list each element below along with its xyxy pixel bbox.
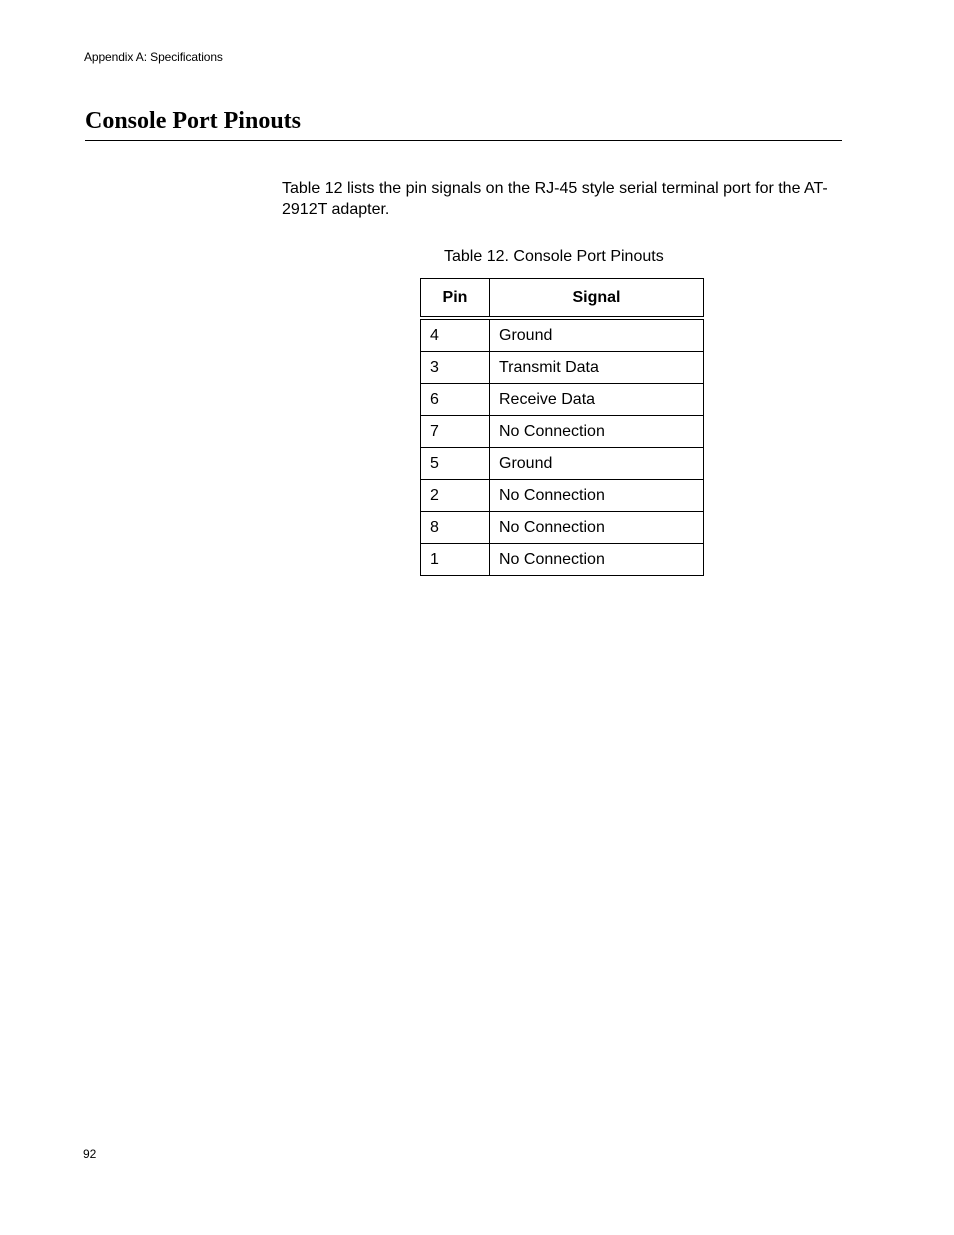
running-header: Appendix A: Specifications: [84, 50, 223, 64]
section-title: Console Port Pinouts: [85, 108, 301, 134]
signal-cell: Receive Data: [490, 384, 704, 416]
signal-cell: Transmit Data: [490, 352, 704, 384]
pin-cell: 4: [421, 318, 490, 352]
pin-cell: 1: [421, 544, 490, 576]
pin-cell: 7: [421, 416, 490, 448]
table-row: [421, 448, 704, 480]
pin-cell: 2: [421, 480, 490, 512]
table-row: [421, 352, 704, 384]
table-row: [421, 384, 704, 416]
table-row: [421, 416, 704, 448]
column-header-pin: Pin: [421, 279, 490, 319]
table-caption: Table 12. Console Port Pinouts: [444, 248, 664, 265]
pin-cell: 8: [421, 512, 490, 544]
table-row: [421, 544, 704, 576]
signal-cell: No Connection: [490, 544, 704, 576]
table-row: [421, 318, 704, 352]
intro-paragraph: Table 12 lists the pin signals on the RJ-45 style serial terminal port for the AT-2912T adapter.: [282, 180, 828, 218]
table-header-row: [421, 279, 704, 319]
title-divider: [85, 140, 842, 141]
table-row: [421, 480, 704, 512]
signal-cell: No Connection: [490, 416, 704, 448]
signal-cell: Ground: [490, 448, 704, 480]
pin-cell: 3: [421, 352, 490, 384]
pinouts-table: [420, 278, 704, 576]
signal-cell: No Connection: [490, 512, 704, 544]
column-header-signal: Signal: [490, 279, 704, 319]
signal-cell: Ground: [490, 318, 704, 352]
table-row: [421, 512, 704, 544]
signal-cell: No Connection: [490, 480, 704, 512]
pin-cell: 5: [421, 448, 490, 480]
pin-cell: 6: [421, 384, 490, 416]
page-number: 92: [83, 1147, 97, 1161]
